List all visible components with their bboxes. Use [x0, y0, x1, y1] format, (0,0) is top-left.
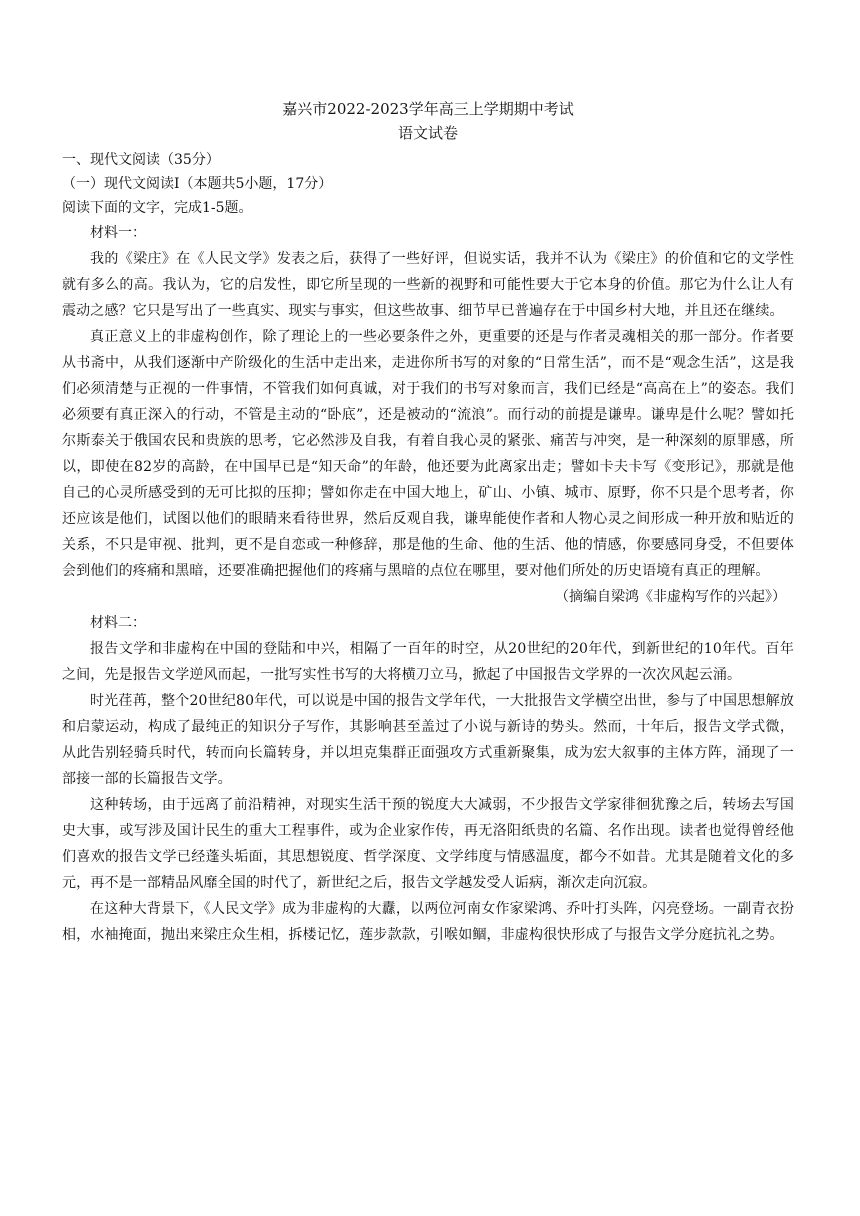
exam-subtitle: 语文试卷	[397, 124, 458, 142]
material-two-paragraph: 在这种大背景下，《人民文学》成为非虚构的大纛，以两位河南女作家梁鸿、乔叶打头阵，闪亮登场。一副青衣扮相，水袖掩面，抛出来梁庄众生相，拆楼记忆，莲步款款，引喉如鲴，非虚构很快形成了与报告文学分庭抗礼之势。	[62, 901, 794, 943]
material-two-label: 材料二：	[90, 615, 146, 631]
reading-instruction: 阅读下面的文字，完成1-5题。	[62, 200, 253, 216]
material-one-paragraph: 真正意义上的非虚构创作，除了理论上的一些必要条件之外，更重要的还是与作者灵魂相关的那一部分。作者要从书斋中，从我们逐渐中产阶级化的生活中走出来，走进你所书写的对象的“日常生活”，而不是“观念生活”，这是我们必须清楚与正视的一件事情，不管我们如何真诚，对于我们的书写对象而言，我们已经是“高高在上”的姿态。我们必须要有真正深入的行动，不管是主动的“卧底”，还是被动的“流浪”。而行动的前提是谦卑。谦卑是什么呢？譬如托尔斯泰关于俄国农民和贵族的思考，它必然涉及自我，有着自我心灵的紧张、痛苦与冲突，是一种深刻的原罪感，所以，即使在82岁的高龄，在中国早已是“知天命”的年龄，他还要为此离家出走；譬如卡夫卡写《变形记》，那就是他自己的心灵所感受到的无可比拟的压抑；譬如你走在中国大地上，矿山、小镇、城市、原野，你不只是个思考者，你还应该是他们，试图以他们的眼睛来看待世界，然后反观自我，谦卑能使作者和人物心灵之间形成一种开放和贴近的关系，不只是审视、批判，更不是自恋或一种修辞，那是他的生命、他的生活、他的情感，你要感同身受，不但要体会到他们的疼痛和黑暗，还要准确把握他们的疼痛与黑暗的点位在哪里，要对他们所处的历史语境有真正的理解。	[62, 329, 794, 579]
section-heading: 一、现代文阅读（35分）	[62, 152, 220, 168]
material-two-paragraph: 报告文学和非虚构在中国的登陆和中兴，相隔了一百年的时空，从20世纪的20年代，到新世纪的10年代。百年之间，先是报告文学逆风而起，一批写实性书写的大将横刀立马，掀起了中国报告文学界的一次次风起云涌。	[62, 641, 794, 683]
material-one-source: （摘编自梁鸿《非虚构写作的兴起》）	[555, 589, 786, 605]
material-two-paragraph: 这种转场，由于远离了前沿精神，对现实生活干预的锐度大大减弱，不少报告文学家徘徊犹豫之后，转场去写国史大事，或写涉及国计民生的重大工程事件，或为企业家作传，再无洛阳纸贵的名篇、名作出现。读者也觉得曾经他们喜欢的报告文学已经蓬头垢面，其思想锐度、哲学深度、文学纬度与情感温度，都今不如昔。尤其是随着文化的多元，再不是一部精品风靡全国的时代了，新世纪之后，报告文学越发受人诟病，渐次走向沉寂。	[62, 797, 794, 891]
exam-title: 嘉兴市2022-2023学年高三上学期期中考试	[282, 100, 574, 118]
material-two-paragraph: 时光荏苒，整个20世纪80年代，可以说是中国的报告文学年代，一大批报告文学横空出世，参与了中国思想解放和启蒙运动，构成了最纯正的知识分子写作，其影响甚至盖过了小说与新诗的势头。然而，十年后，报告文学式微，从此告别轻骑兵时代，转而向长篇转身，并以坦克集群正面强攻方式重新聚集，成为宏大叙事的主体方阵，涌现了一部接一部的长篇报告文学。	[62, 693, 794, 787]
material-one-label: 材料一：	[90, 225, 146, 241]
material-one-paragraph: 我的《梁庄》在《人民文学》发表之后，获得了一些好评，但说实话，我并不认为《梁庄》的价值和它的文学性就有多么的高。我认为，它的启发性，即它所呈现的一些新的视野和可能性要大于它本身的价值。那它为什么让人有震动之感？它只是写出了一些真实、现实与事实，但这些故事、细节早已普遍存在于中国乡村大地，并且还在继续。	[62, 251, 794, 319]
part-heading: （一）现代文阅读Ⅰ（本题共5小题，17分）	[62, 176, 333, 192]
exam-page	[62, 98, 794, 948]
